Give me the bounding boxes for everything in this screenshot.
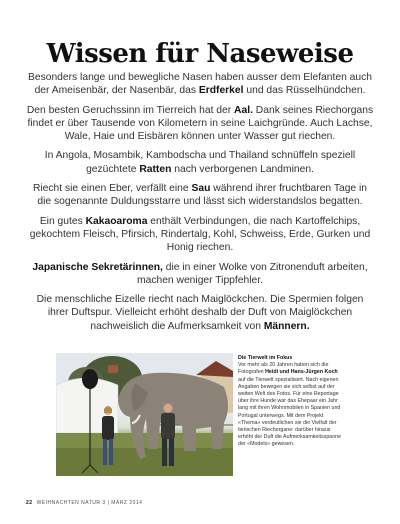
article-paragraph bbox=[26, 149, 374, 176]
article-paragraph bbox=[26, 215, 374, 255]
paragraph-text: In Angola, Mosambik, Kambodscha und Thailand schnüffeln speziell gezüchtete bbox=[44, 150, 356, 175]
paragraph-text: Dank seines Riechorgans findet er über Tausende von Kilometern in seine Laichgründe. Auch Lachse, Wale, Haie und Eisbären können unter Wasser gut riechen. bbox=[27, 104, 374, 143]
paragraph-text: enthält Verbindungen, die nach Kartoffelchips, gekochtem Fleisch, Pfirsich, Rindertalg, Kohl, Schweiss, Erde, Gurken und Honig riechen. bbox=[29, 215, 371, 254]
article-paragraph bbox=[26, 104, 374, 144]
highlighted-term: Sau bbox=[191, 183, 211, 195]
article-paragraph bbox=[26, 261, 374, 288]
highlighted-term: Kakaoaroma bbox=[85, 215, 148, 227]
caption-photographers: Heidi und Hans-Jürgen Koch bbox=[265, 369, 338, 376]
photo-caption bbox=[238, 355, 346, 449]
paragraph-text: während ihrer fruchtbaren Tage in die sogenannte Duldungsstarre und lässt sich widerstandslos begatten. bbox=[37, 183, 368, 208]
page-number: 22 bbox=[26, 500, 33, 506]
article-paragraph bbox=[26, 182, 374, 209]
page-title: Wissen für Naseweise bbox=[46, 39, 354, 70]
caption-text-body: auf die Tierwelt spezialisiert. Nach eigenen Angaben bewegen sie sich selbst auf der weiten Welt des Fotos. Für eine Reportage über ihre Hunde war das Ehepaar ein Jahr lang mit ihren Wohnmobilen in Spanien und Portugal unterwegs. Mit dem Projekt «Thema» verdeutlichen sie die Vielfalt der tierischen Riechorgane: darüber hinaus erhöht der Duft die Aufmerksamkeitsspanne der «Models» gewesen. bbox=[238, 376, 342, 448]
paragraph-text: Den besten Geruchssinn im Tierreich hat der bbox=[26, 104, 235, 116]
paragraph-text: Ein gutes bbox=[39, 215, 86, 227]
page-footer bbox=[26, 500, 142, 506]
paragraph-text: Die menschliche Eizelle riecht nach Maiglöckchen. Die Spermien folgen ihrer Duftspur. Vielleicht erhöht deshalb der Duft von Maiglöckchen nachweislich die Aufmerksamkeit von bbox=[36, 294, 364, 332]
caption-title: Die Tierwelt im Fokus bbox=[238, 355, 293, 361]
paragraph-text: die in einer Wolke von Zitronenduft arbeiten, machen weniger Tippfehler. bbox=[137, 261, 368, 286]
highlighted-term: Ratten bbox=[139, 163, 172, 175]
paragraph-text: Besonders lange und bewegliche Nasen haben ausser dem Elefanten auch der Ameisenbär, der Nasenbär, das bbox=[27, 72, 373, 97]
highlighted-term: Erdferkel bbox=[198, 85, 244, 97]
caption-text-intro: Vor mehr als 20 Jahren haben sich die Fotografen bbox=[238, 362, 329, 376]
article-paragraph bbox=[26, 293, 374, 333]
footer-publication: WEIHNACHTEN NATUR 3 | MÄRZ 2014 bbox=[36, 500, 143, 506]
paragraph-text: nach verborgenen Landminen. bbox=[171, 163, 314, 175]
article-body bbox=[26, 71, 374, 339]
article-paragraph bbox=[26, 71, 374, 98]
photo-illustration bbox=[56, 353, 233, 476]
paragraph-text: und das Rüsselhündchen. bbox=[243, 85, 366, 97]
photo-elephant-with-photographers bbox=[56, 353, 233, 476]
paragraph-text: Riecht sie einen Eber, verfällt eine bbox=[32, 183, 192, 195]
highlighted-term: Japanische Sekretärinnen, bbox=[32, 261, 163, 273]
highlighted-term: Männern. bbox=[263, 320, 310, 332]
highlighted-term: Aal. bbox=[234, 104, 253, 116]
